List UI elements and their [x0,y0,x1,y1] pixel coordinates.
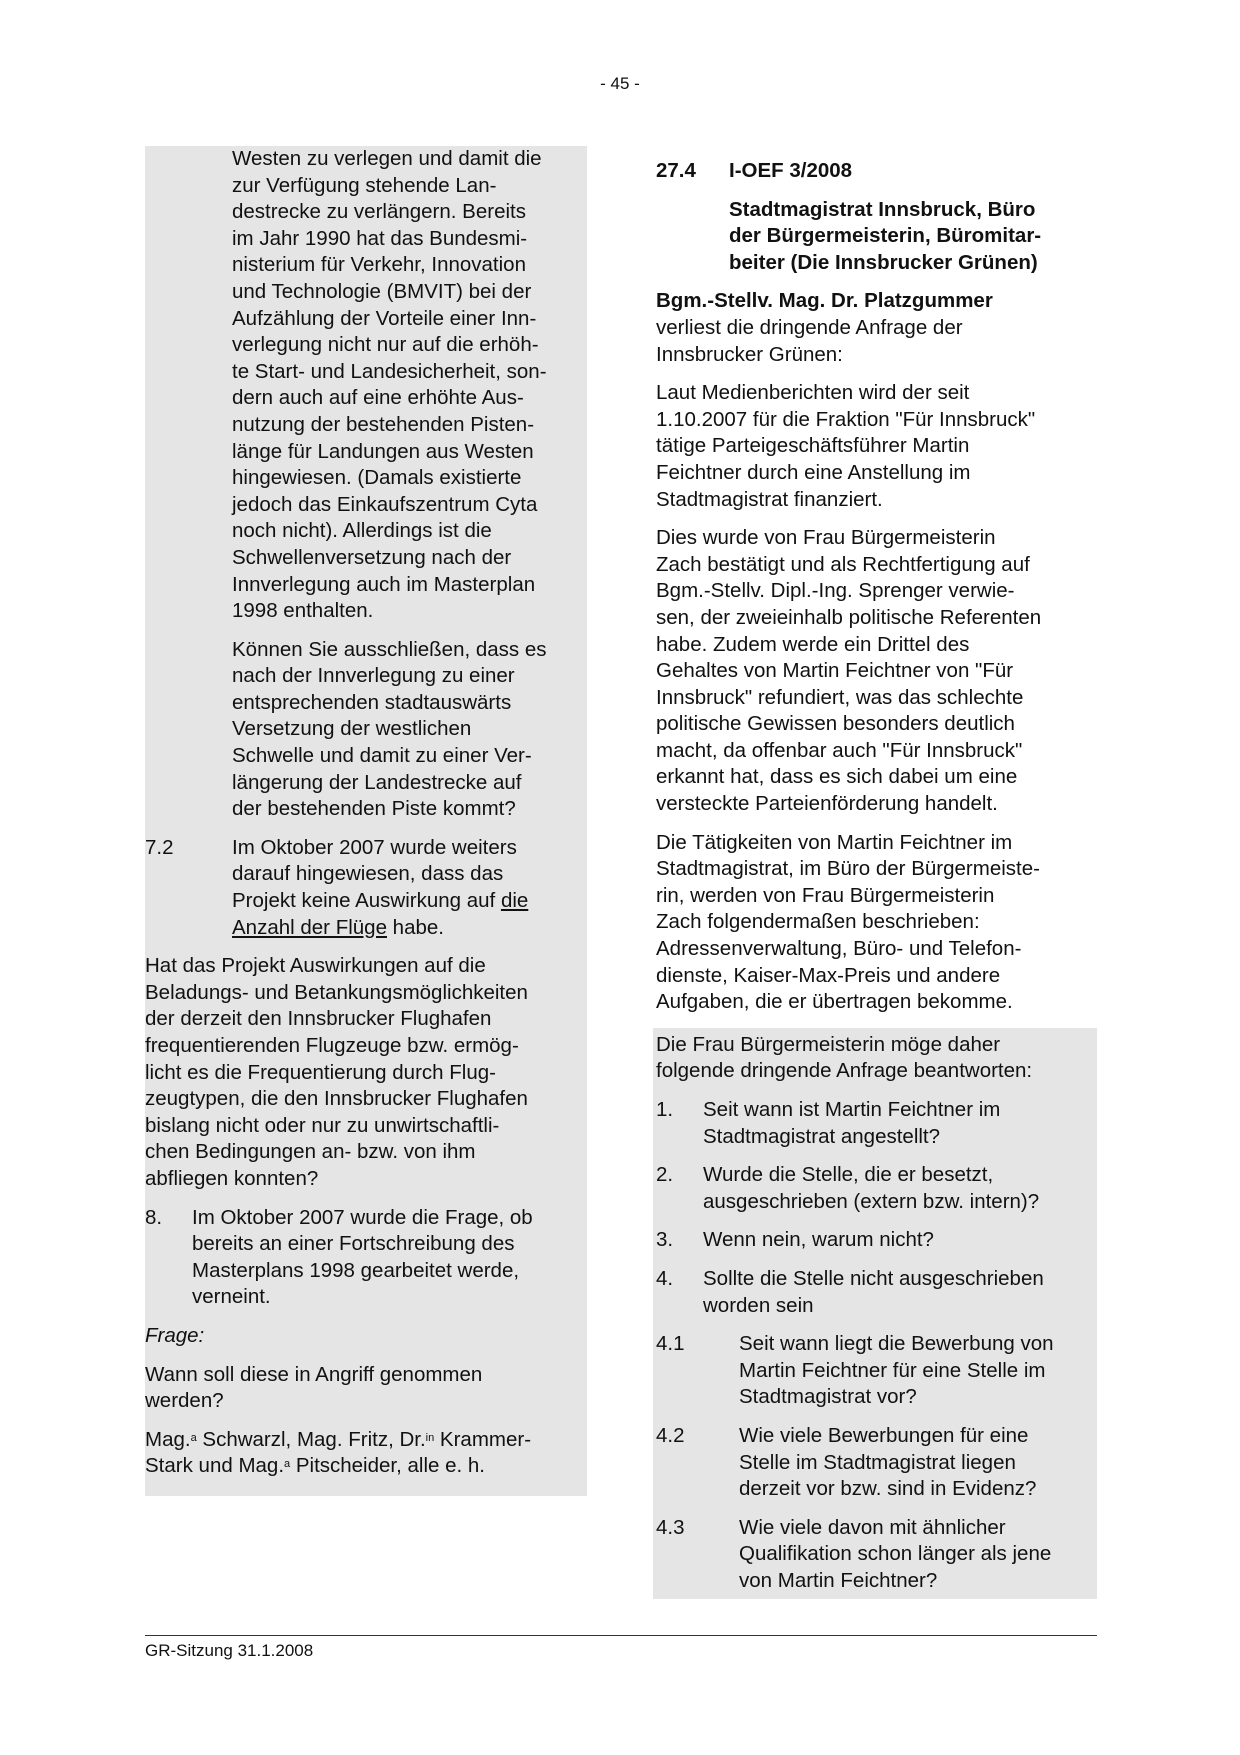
text-line: chen Bedingungen an- bzw. von ihm [145,1140,476,1164]
right-para-3 [656,830,1097,1016]
text-line: ausgeschrieben (extern bzw. intern)? [703,1189,1040,1213]
subquestion-item [656,1331,1097,1411]
item-text [739,1515,1097,1595]
text-line: Wurde die Stelle, die er besetzt, [703,1163,994,1187]
text-line: Innverlegung auch im Masterplan [232,572,536,596]
item-number: 4. [656,1266,674,1290]
text-line: Im Oktober 2007 wurde weiters [232,835,517,859]
section-number: 27.4 [656,159,696,182]
text-line: worden sein [703,1293,814,1317]
text-line [145,1427,587,1454]
footer-divider [145,1635,1097,1636]
text-line: Können Sie ausschließen, dass es [232,637,547,661]
text-line: Westen zu verlegen und damit die [232,147,542,170]
text-line: nisterium für Verkehr, Innovation [232,253,526,277]
footer-text: GR-Sitzung 31.1.2008 [145,1641,314,1660]
item-number: 4.1 [656,1332,685,1356]
text-line: Zach folgendermaßen beschrieben: [656,910,980,934]
text-line: destrecke zu verlängern. Bereits [232,200,526,224]
signers [145,1427,587,1480]
text-span: habe. [386,915,444,939]
text-line: Zach bestätigt und als Rechtfertigung auf [656,552,1030,576]
text-line: Beladungs- und Betankungsmöglichkeiten [145,980,528,1004]
text-line: Martin Feichtner für eine Stelle im [739,1358,1046,1382]
item-8 [145,1205,587,1311]
text-line: Feichtner durch eine Anstellung im [656,460,971,484]
speaker-intro [656,288,1097,368]
item-text [232,835,587,941]
question-item [656,1162,1097,1215]
text-line: von Martin Feichtner? [739,1568,938,1592]
underlined-text: Anzahl der Flüge [232,915,387,939]
text-line: Bgm.-Stellv. Dipl.-Ing. Sprenger verwie- [656,579,1015,603]
text-line: Schwelle und damit zu einer Ver- [232,744,532,768]
text-line: tätige Parteigeschäftsführer Martin [656,434,970,458]
underlined-text: die [500,889,529,913]
text-line: im Jahr 1990 hat das Bundesmi- [232,226,528,250]
item-7-2 [145,835,587,941]
text-line: Adressenverwaltung, Büro- und Telefon- [656,937,1022,961]
text-line: und Technologie (BMVIT) bei der [232,279,532,303]
text-line [232,888,587,915]
question-item [656,1227,1097,1254]
item-text [703,1162,1097,1215]
text-line: Sollte die Stelle nicht ausgeschrieben [703,1266,1044,1290]
text-line: Stadtmagistrat angestellt? [703,1124,941,1148]
text-line: erkannt hat, dass es sich dabei um eine [656,765,1018,789]
text-line: zeugtypen, die den Innsbrucker Flughafen [145,1087,528,1111]
text-line: Masterplans 1998 gearbeitet werde, [192,1258,520,1282]
text-line: Die Tätigkeiten von Martin Feichtner im [656,830,1013,854]
right-para-2 [656,525,1097,818]
text-line: der bestehenden Piste kommt? [232,797,516,821]
item-number: 4.2 [656,1423,685,1447]
text-line: macht, da offenbar auch "Für Innsbruck" [656,738,1023,762]
text-line: der derzeit den Innsbrucker Flughafen [145,1007,492,1031]
text-line: Qualifikation schon länger als jene [739,1542,1052,1566]
text-line: Stadtmagistrat vor? [739,1385,917,1409]
text-line: beiter (Die Innsbrucker Grünen) [729,250,1038,274]
item-number: 2. [656,1163,674,1187]
item-text [739,1331,1097,1411]
text-line: Laut Medienberichten wird der seit [656,381,970,405]
text-line: dern auch auf eine erhöhte Aus- [232,386,524,410]
text-line: entsprechenden stadtauswärts [232,690,512,714]
text-line: bislang nicht oder nur zu unwirtschaftli- [145,1113,500,1137]
text-line: Aufzählung der Vorteile einer Inn- [232,306,537,330]
text-span: Projekt keine Auswirkung auf [232,889,501,913]
text-line: Stadtmagistrat finanziert. [656,487,883,511]
superscript: a [284,1458,291,1471]
text-line: Seit wann ist Martin Feichtner im [703,1098,1001,1121]
item-text [739,1423,1097,1503]
question-item [656,1266,1097,1319]
text-line: 1998 enthalten. [232,599,374,623]
text-line: Hat das Projekt Auswirkungen auf die [145,954,486,978]
text-line: darauf hingewiesen, dass das [232,862,504,886]
text-line [232,915,587,942]
text-line: rin, werden von Frau Bürgermeisterin [656,883,995,907]
text-line: Wann soll diese in Angriff genommen [145,1362,483,1386]
item-number: 8. [145,1205,163,1229]
text-line: Gehaltes von Martin Feichtner von "Für [656,659,1014,683]
left-para-1 [145,146,587,625]
left-para-3 [145,953,587,1192]
item-number: 1. [656,1098,674,1121]
text-line: Schwellenversetzung nach der [232,545,512,569]
text-line: versteckte Parteienförderung handelt. [656,792,998,816]
text-line: nutzung der bestehenden Pisten- [232,412,535,436]
section-code: I-OEF 3/2008 [729,159,853,182]
question-item [656,1097,1097,1150]
text-line: verliest die dringende Anfrage der [656,315,963,339]
text-line: folgende dringende Anfrage beantworten: [656,1059,1033,1083]
text-line: der Bürgermeisterin, Büromitar- [729,224,1042,248]
text-line: Die Frau Bürgermeisterin möge daher [656,1032,1001,1056]
subquestion-item [656,1515,1097,1595]
text-line: abfliegen konnten? [145,1166,319,1190]
text-line: jedoch das Einkaufszentrum Cyta [232,492,538,516]
text-span: Schwarzl, Mag. Fritz, Dr. [196,1427,426,1451]
text-line: längerung der Landestrecke auf [232,770,522,794]
text-line: werden? [145,1389,224,1413]
text-line: Wie viele Bewerbungen für eine [739,1423,1029,1447]
item-text [192,1205,587,1311]
inquiry-intro [656,1032,1097,1085]
superscript: in [425,1431,435,1444]
text-line: Wie viele davon mit ähnlicher [739,1515,1006,1539]
text-line: länge für Landungen aus Westen [232,439,534,463]
text-line: frequentierenden Flugzeuge bzw. ermög- [145,1034,519,1057]
text-line: verlegung nicht nur auf die erhöh- [232,333,539,357]
text-line: Stadtmagistrat Innsbruck, Büro [729,197,1036,221]
text-line: Wenn nein, warum nicht? [703,1228,934,1252]
item-text [703,1266,1097,1319]
text-line: hingewiesen. (Damals existierte [232,466,522,490]
text-line: politische Gewissen besonders deutlich [656,712,1015,736]
section-heading [656,158,1097,185]
superscript: a [190,1431,197,1444]
text-line: sen, der zweieinhalb politische Referenten [656,605,1042,629]
text-line: Im Oktober 2007 wurde die Frage, ob [192,1205,533,1229]
text-line: verneint. [192,1285,271,1309]
right-column [656,158,1097,1599]
text-span: Krammer- [434,1427,532,1451]
left-column [145,146,587,1496]
text-line: Dies wurde von Frau Bürgermeisterin [656,526,996,550]
question [145,1362,587,1415]
text-line: Seit wann liegt die Bewerbung von [739,1332,1054,1356]
subquestion-item [656,1423,1097,1503]
item-text [703,1227,1097,1254]
text-span: Stark und Mag. [145,1454,285,1478]
text-line: 1.10.2007 für die Fraktion "Für Innsbruck" [656,407,1036,431]
text-line: Stadtmagistrat, im Büro der Bürgermeiste- [656,857,1040,881]
text-line: Innsbruck" refundiert, was das schlechte [656,685,1024,709]
text-line: Stelle im Stadtmagistrat liegen [739,1450,1016,1474]
text-line: nach der Innverlegung zu einer [232,664,515,688]
text-line: zur Verfügung stehende Lan- [232,173,497,197]
text-line [145,1453,587,1480]
left-para-2 [145,637,587,823]
text-span: Mag. [145,1427,191,1451]
text-line: Versetzung der westlichen [232,717,472,741]
text-line: bereits an einer Fortschreibung des [192,1232,515,1256]
page-number: - 45 - [600,74,640,93]
speaker-name: Bgm.-Stellv. Mag. Dr. Platzgummer [656,289,993,313]
text-line: habe. Zudem werde ein Drittel des [656,632,970,656]
item-text [703,1097,1097,1150]
right-para-1 [656,380,1097,513]
text-line: noch nicht). Allerdings ist die [232,519,492,543]
section-subject [656,197,1097,277]
item-number: 4.3 [656,1515,685,1539]
frage-label: Frage: [145,1323,205,1347]
text-line: te Start- und Landesicherheit, son- [232,359,547,383]
inquiry-box [653,1028,1097,1599]
text-line: Innsbrucker Grünen: [656,342,843,366]
text-line: Aufgaben, die er übertragen bekomme. [656,990,1013,1014]
item-number: 3. [656,1228,674,1252]
item-number: 7.2 [145,835,174,859]
text-line: dienste, Kaiser-Max-Preis und andere [656,963,1001,987]
text-line: licht es die Frequentierung durch Flug- [145,1060,496,1084]
text-span: Pitscheider, alle e. h. [290,1454,486,1478]
text-line: derzeit vor bzw. sind in Evidenz? [739,1477,1037,1501]
